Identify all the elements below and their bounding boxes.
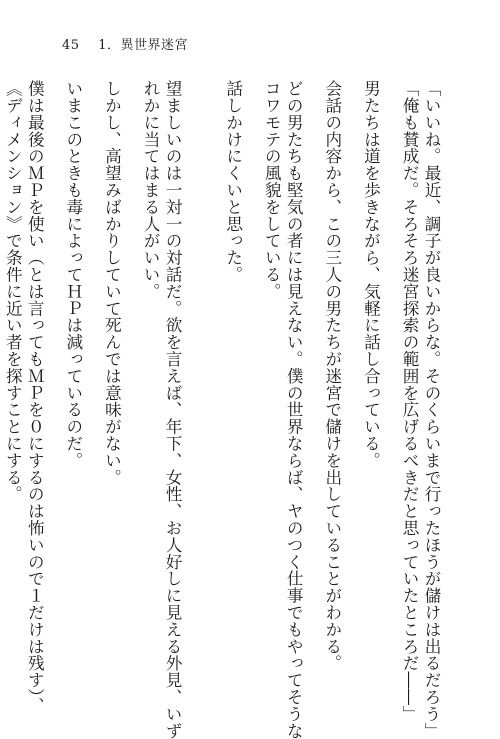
text-line — [200, 80, 222, 670]
text-line: 会話の内容から、この三人の男たちが迷宮で儲けを出していることがわかる。 — [322, 80, 342, 672]
text-line: 男たちは道を歩きながら、気軽に話し合っている。 — [361, 80, 381, 469]
text-line: 「俺も賛成だ。そろそろ迷宮探索の範囲を広げるべきだと思っていたところだ――」 — [400, 80, 419, 723]
text-line: れかに当てはまる人がいい。 — [141, 80, 161, 300]
text-line: 話しかけにくいと思った。 — [223, 80, 243, 283]
text-line: どの男たちも堅気の者には見えない。僕の世界ならば、ヤのつく仕事でもやってそうな — [284, 80, 304, 739]
text-line: いまこのときも毒によってＨＰは減っているのだ。 — [63, 80, 83, 469]
text-line: 「いいね。最近、調子が良いからな。そのくらいまで行ったほうが儲けは出るだろう」 — [422, 80, 441, 739]
text-line: しかし、高望みばかりしていて死んでは意味がない。 — [102, 80, 122, 486]
body-text — [0, 80, 442, 739]
page-header — [62, 34, 188, 53]
text-line: 《ディメンション》で条件に近い者を探すことにする。 — [3, 80, 23, 503]
page-number: 45 — [62, 38, 80, 53]
text-line: 望ましいのは一対一の対話だ。欲を言えば、年下、女性、お人好しに見える外見、いず — [163, 80, 183, 739]
text-line: コワモテの風貌をしている。 — [262, 80, 282, 300]
text-line: 僕は最後のＭＰを使い（とは言ってもＭＰを０にするのは怖いので１だけは残す）、 — [25, 80, 45, 714]
chapter-title: 1．異世界迷宮 — [98, 38, 188, 53]
